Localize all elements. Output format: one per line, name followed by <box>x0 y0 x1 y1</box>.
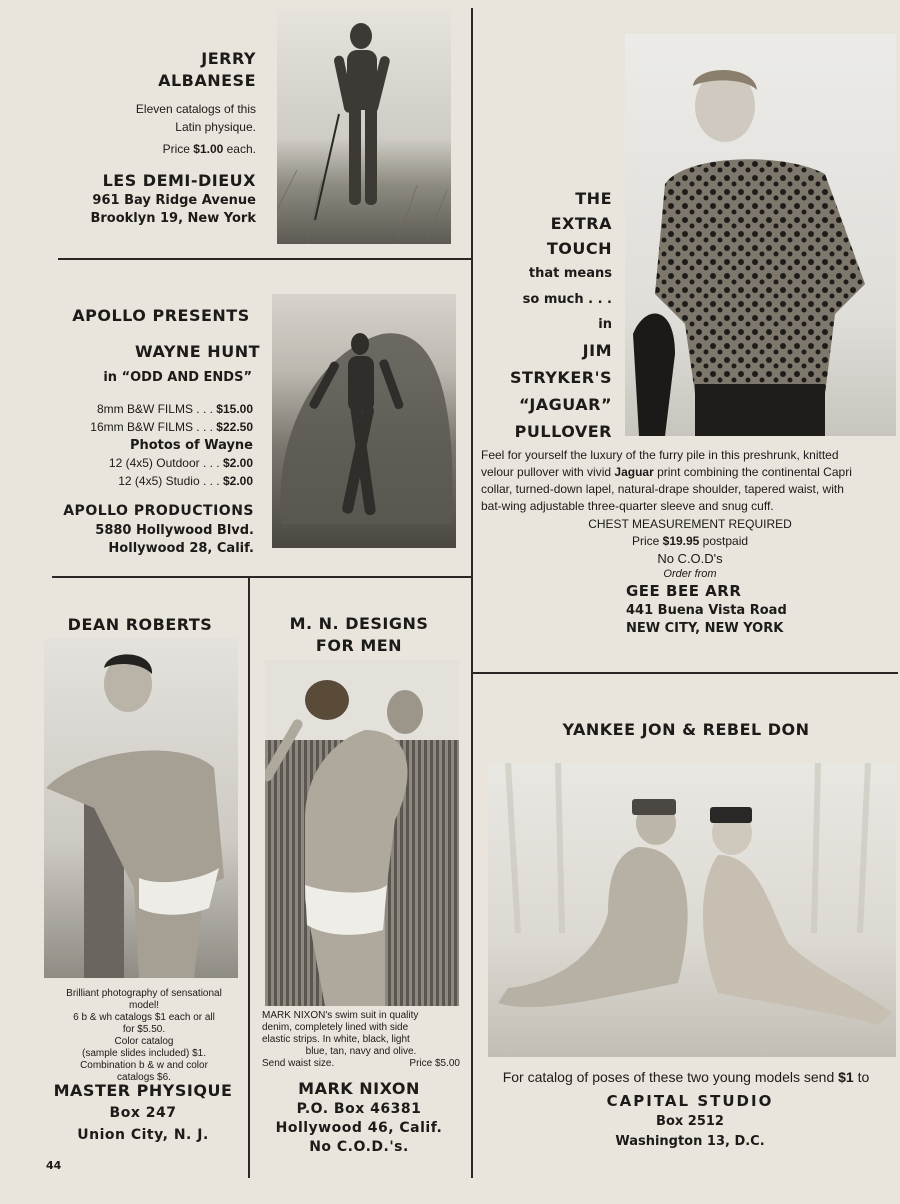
ad3-product-1: JIM <box>582 341 612 360</box>
ad5-title-line2: FOR MEN <box>315 636 403 655</box>
ad3-body-line2: velour pullover with vivid Jaguar print combining the continental Capri <box>481 465 852 479</box>
ad3-body-line3: collar, turned-down lapel, natural-drape shoulder, tapered waist, with <box>481 482 844 496</box>
ad6-title: YANKEE JON & REBEL DON <box>562 720 810 739</box>
ad1-desc-line2: Latin physique. <box>175 120 256 134</box>
ad5-waist: Send waist size. <box>262 1058 335 1069</box>
ad3-sub-3: in <box>598 317 612 332</box>
ad3-price: Price $19.95 postpaid <box>631 534 749 548</box>
ad3-body-line1: Feel for yourself the luxury of the furry pile in this preshrunk, knitted <box>481 448 839 462</box>
ad4-desc-5: Color catalog <box>114 1036 174 1047</box>
ad2-photo1: 12 (4x5) Outdoor . . . $2.00 <box>108 456 253 470</box>
ad4-title: DEAN ROBERTS <box>67 615 213 634</box>
ad2-address1: 5880 Hollywood Blvd. <box>95 523 254 538</box>
ad4-address2: Union City, N. J. <box>77 1127 209 1143</box>
ad6-desc: For catalog of poses of these two young models send $1 to <box>502 1069 870 1085</box>
divider-ad2-bottom <box>52 576 472 578</box>
ad5-studio: MARK NIXON <box>298 1079 420 1098</box>
ad4-address1: Box 247 <box>109 1105 177 1121</box>
ad4-desc-4: for $5.50. <box>122 1024 166 1035</box>
ad5-desc-3: elastic strips. In white, black, light <box>262 1034 410 1045</box>
ad5-title-line1: M. N. DESIGNS <box>289 614 429 633</box>
ad4-desc-3: 6 b & wh catalogs $1 each or all <box>73 1012 215 1023</box>
ad3-sub-1: that means <box>528 266 612 281</box>
ad1-address2: Brooklyn 19, New York <box>90 211 256 226</box>
ad3-chest: CHEST MEASUREMENT REQUIRED <box>588 517 792 531</box>
ad1-address1: 961 Bay Ridge Avenue <box>92 193 256 208</box>
ad5-desc-4: blue, tan, navy and olive. <box>305 1046 417 1057</box>
ad4-studio: MASTER PHYSIQUE <box>53 1081 233 1100</box>
ad2-presents: APOLLO PRESENTS <box>72 306 250 325</box>
ad4-desc-1: Brilliant photography of sensational <box>66 988 222 999</box>
ad1-desc-line1: Eleven catalogs of this <box>135 102 256 116</box>
page-number: 44 <box>46 1159 62 1172</box>
ad1-price: Price $1.00 each. <box>162 142 256 156</box>
ad2-studio: APOLLO PRODUCTIONS <box>63 503 254 519</box>
ad5-desc-1: MARK NIXON's swim suit in quality <box>262 1010 419 1021</box>
divider-ad1-ad2 <box>58 258 471 260</box>
ad3-no-cod: No C.O.D's <box>657 551 723 566</box>
ad2-photo2: 12 (4x5) Studio . . . $2.00 <box>118 474 253 488</box>
ad6-studio: CAPITAL STUDIO <box>606 1092 774 1110</box>
ad1-title-line1: JERRY <box>201 49 256 68</box>
ad1-photo <box>277 10 451 244</box>
ad3-product-2: STRYKER'S <box>509 368 612 387</box>
ad6-photo <box>488 763 896 1057</box>
ad5-photo <box>265 660 459 1006</box>
ad3-body-line4: bat-wing adjustable three-quarter sleeve and snug cuff. <box>481 499 774 513</box>
ad3-sub-2: so much . . . <box>522 292 612 307</box>
ad3-address1: 441 Buena Vista Road <box>626 603 787 618</box>
ad2-film2: 16mm B&W FILMS . . . $22.50 <box>90 420 253 434</box>
ad4-photo <box>44 638 238 978</box>
ad4-desc-2: model! <box>128 1000 159 1011</box>
ad3-photo <box>625 34 896 436</box>
ad5-address2: Hollywood 46, Calif. <box>275 1120 443 1136</box>
ad5-address3: No C.O.D.'s. <box>309 1139 409 1155</box>
ad5-desc-2: denim, completely lined with side <box>262 1022 409 1033</box>
divider-bottom-left <box>248 578 250 1178</box>
ad2-film-title: in “ODD AND ENDS” <box>103 370 252 385</box>
ad3-product-3: “JAGUAR” <box>519 395 612 414</box>
ad1-title-line2: ALBANESE <box>158 71 256 90</box>
ad4-desc-6: (sample slides included) $1. <box>82 1048 206 1059</box>
ad2-photo <box>272 294 456 548</box>
ad3-headline-1: THE <box>575 189 612 208</box>
ad3-address2: NEW CITY, NEW YORK <box>626 621 784 636</box>
ad3-headline-2: EXTRA <box>550 214 612 233</box>
ad1-studio: LES DEMI-DIEUX <box>102 171 256 190</box>
ad5-price: Price $5.00 <box>409 1058 460 1069</box>
ad4-desc-8: catalogs $6. <box>117 1072 171 1083</box>
ad3-product-4: PULLOVER <box>514 422 612 441</box>
ad2-film1: 8mm B&W FILMS . . . $15.00 <box>96 402 253 416</box>
ad5-address1: P.O. Box 46381 <box>296 1101 422 1117</box>
divider-ad3-ad6 <box>473 672 898 674</box>
ad2-model-name: WAYNE HUNT <box>135 342 260 361</box>
ad6-address1: Box 2512 <box>656 1114 724 1129</box>
ad6-address2: Washington 13, D.C. <box>615 1134 765 1149</box>
ad3-order-from: Order from <box>663 568 717 580</box>
ad2-address2: Hollywood 28, Calif. <box>108 541 254 556</box>
ad4-desc-7: Combination b & w and color <box>80 1060 208 1071</box>
divider-bottom-right <box>471 576 473 1178</box>
ad2-photos-heading: Photos of Wayne <box>129 438 253 453</box>
divider-top-center <box>471 8 473 668</box>
ad3-headline-3: TOUCH <box>546 239 612 258</box>
ad3-studio: GEE BEE ARR <box>626 582 742 600</box>
